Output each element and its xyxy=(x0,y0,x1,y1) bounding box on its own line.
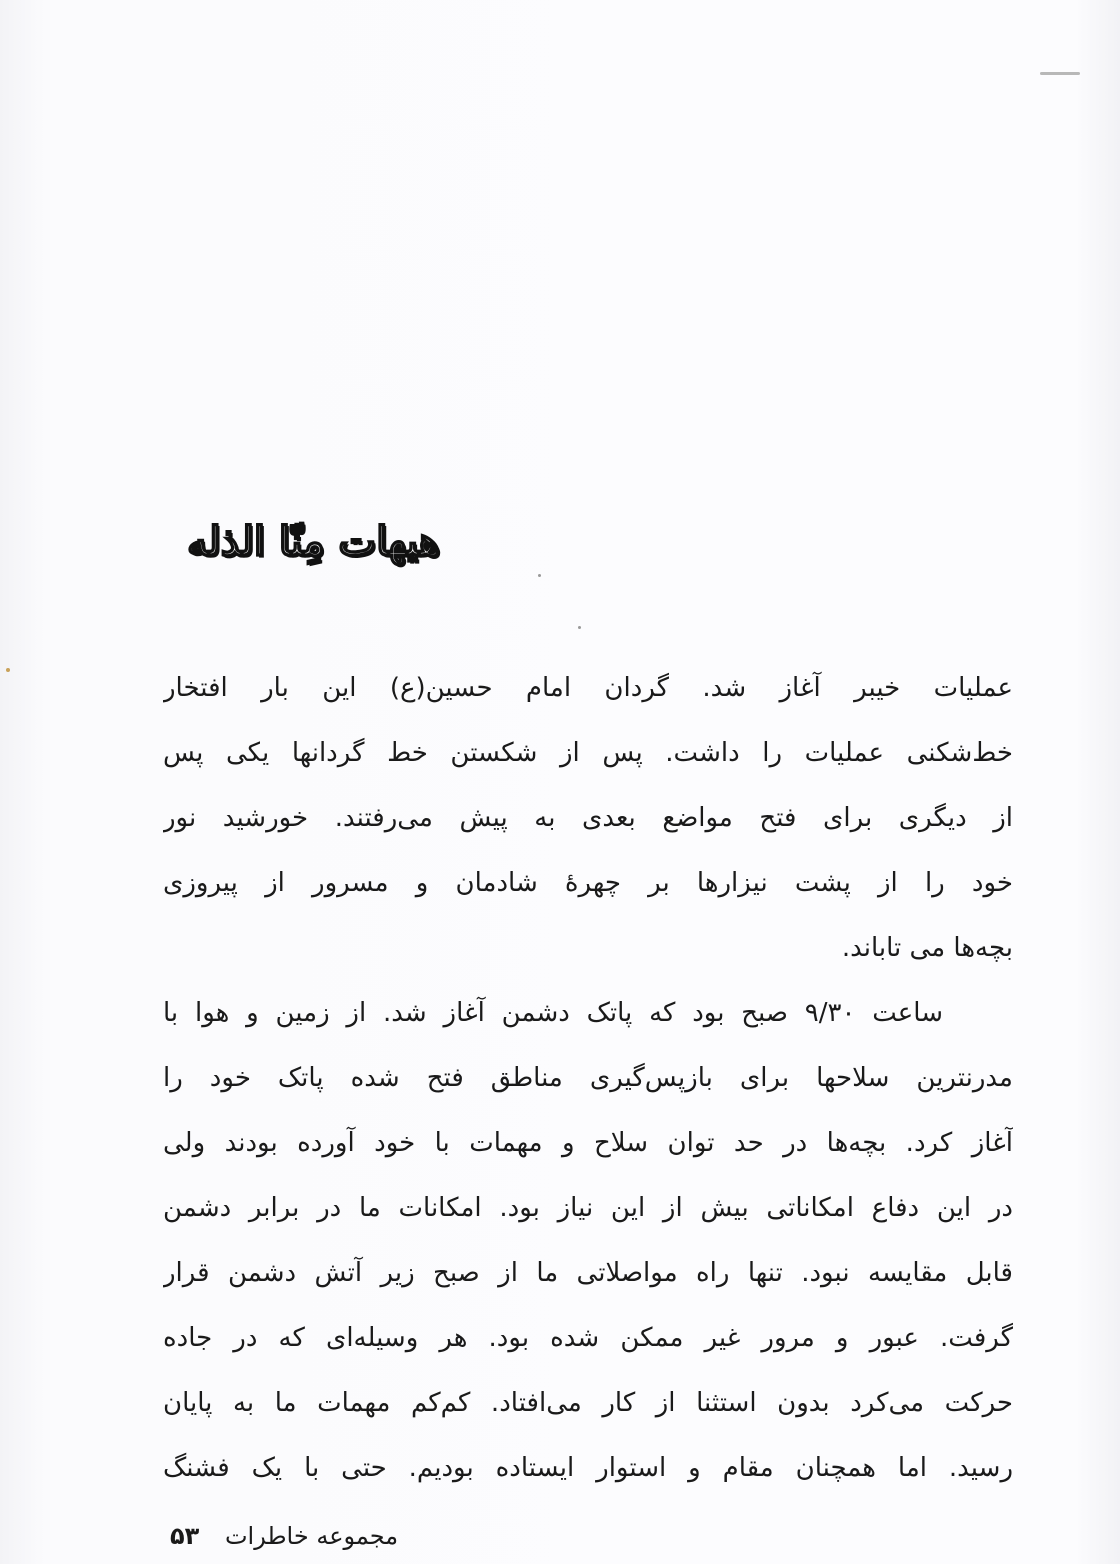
text-line: عملیات خیبر آغاز شد. گردان امام حسین(ع) این بار افتخار xyxy=(163,673,1013,703)
text-line: مدرنترین سلاحها برای بازپس‌گیری مناطق فتح شده پاتک خود را xyxy=(163,1063,1013,1093)
chapter-title: هیهات مِنّا الذله xyxy=(187,518,440,565)
text-line: قابل مقایسه نبود. تنها راه مواصلاتی ما از صبح زیر آتش دشمن قرار xyxy=(163,1258,1013,1288)
paragraph-1 xyxy=(163,656,1013,981)
text-line: رسید. اما همچنان مقام و استوار ایستاده بودیم. حتی با یک فشنگ xyxy=(163,1453,1013,1483)
body-text xyxy=(163,656,1013,1501)
book-title: مجموعه خاطرات xyxy=(224,1522,399,1550)
text-line: آغاز کرد. بچه‌ها در حد توان سلاح و مهمات با خود آورده بودند ولی xyxy=(163,1128,1013,1158)
page-number: ۵۳ xyxy=(170,1522,200,1550)
text-line: در این دفاع امکاناتی بیش از این نیاز بود. امکانات ما در برابر دشمن xyxy=(163,1193,1013,1223)
text-line: خود را از پشت نیزارها بر چهرهٔ شادمان و مسرور از پیروزی xyxy=(163,868,1013,898)
scan-speck xyxy=(578,626,581,629)
text-line: خط‌شکنی عملیات را داشت. پس از شکستن خط گردانها یکی پس xyxy=(163,738,1013,768)
text-line: از دیگری برای فتح مواضع بعدی به پیش می‌رفتند. خورشید نور xyxy=(163,803,1013,833)
scan-speck xyxy=(538,574,541,577)
scan-speck xyxy=(1040,72,1080,75)
text-line: ساعت ۹/۳۰ صبح بود که پاتک دشمن آغاز شد. از زمین و هوا با xyxy=(163,998,943,1028)
page-footer xyxy=(170,1522,398,1550)
scan-speck xyxy=(6,668,10,672)
text-line: گرفت. عبور و مرور غیر ممکن شده بود. هر وسیله‌ای که در جاده xyxy=(163,1323,1013,1353)
paragraph-2 xyxy=(163,981,1013,1501)
text-line: حرکت می‌کرد بدون استثنا از کار می‌افتاد. کم‌کم مهمات ما به پایان xyxy=(163,1388,1013,1418)
text-line: بچه‌ها می تاباند. xyxy=(841,933,1013,963)
